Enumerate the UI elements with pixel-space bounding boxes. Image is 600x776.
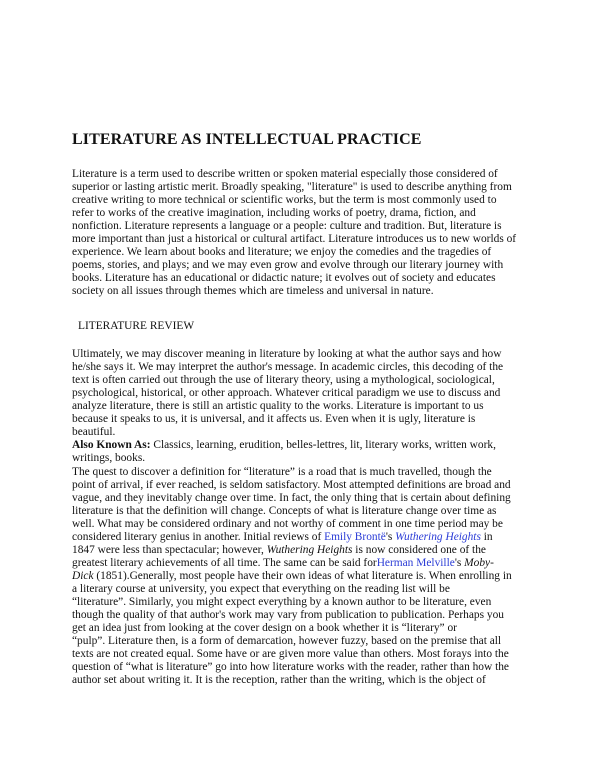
text-line: society on all issues through themes which are timeless and universal in nature. — [72, 285, 434, 297]
text-line: The quest to discover a definition for “literature” is a road that is much travelled, though the — [72, 466, 492, 478]
text-line: vague, and they inevitably change over time. In fact, the only thing that is certain about defining — [72, 492, 511, 504]
text-line — [72, 544, 486, 557]
text-span: considered literary genius in another. Initial reviews of — [72, 531, 325, 543]
text-line: more important than just a historical or cultural artifact. Literature introduces us to new worlds of — [72, 233, 517, 245]
text-line: author set about writing it. It is the reception, rather than the writing, which is the object of — [72, 674, 486, 686]
text-line: he/she says it. We may interpret the author's message. In academic circles, this decoding of the — [72, 361, 504, 373]
text-line: nonfiction. Literature represents a language or a people: culture and tradition. But, literature is — [72, 220, 502, 232]
text-line: writings, books. — [72, 452, 146, 464]
text-line — [72, 531, 493, 544]
text-line: literature is that the definition will change. Concepts of what is literature change over time as — [72, 505, 497, 517]
text-line: creative writing to more technical or scientific works, but the term is most commonly used to — [72, 194, 497, 206]
text-line: refer to works of the creative imagination, including works of poetry, drama, fiction, and — [72, 207, 476, 219]
text-line: though the quality of that author's work may vary from publication to publication. Perhaps you — [72, 609, 504, 621]
section-subheading: LITERATURE REVIEW — [78, 320, 195, 332]
text-span: 's — [454, 557, 465, 569]
text-line: Literature is a term used to describe written or spoken material especially those considered of — [72, 168, 498, 180]
text-line — [72, 557, 494, 570]
text-line: text is often carried out through the use of literary theory, using a mythological, sociological, — [72, 374, 495, 386]
text-line: “literature”. Similarly, you might expect everything by a known author to be literature, even — [72, 596, 492, 608]
text-line: psychological, historical, or other approach. Whatever critical paradigm we use to discuss and — [72, 387, 501, 399]
text-span: 1847 were less than spectacular; however, — [72, 544, 267, 556]
herman-melville-link[interactable]: Herman Melville — [376, 557, 455, 569]
text-line: “pulp”. Literature then, is a form of demarcation, however fuzzy, based on the premise that all — [72, 635, 502, 647]
page-title: LITERATURE AS INTELLECTUAL PRACTICE — [72, 131, 422, 148]
text-span: is now considered one of the — [352, 544, 486, 556]
text-line: superior or lasting artistic merit. Broadly speaking, "literature" is used to describe anything from — [72, 181, 512, 193]
text-line: books. Literature has an educational or didactic nature; it evolves out of society and educates — [72, 272, 496, 284]
text-line: experience. We learn about books and literature; we enjoy the comedies and the tragedies of — [72, 246, 492, 258]
text-line: well. What may be considered ordinary and not worthy of comment in one time period may be — [72, 518, 503, 530]
text-line: get an idea just from looking at the cover design on a book whether it is “literary” or — [72, 622, 457, 634]
text-line: poems, stories, and plays; and we may even grow and evolve through our literary journey with — [72, 259, 504, 271]
text-line: analyze literature, there is still an artistic quality to the works. Literature is important to us — [72, 400, 484, 412]
also-known-as-line — [72, 439, 496, 452]
text-span: 's — [385, 531, 396, 543]
text-line: point of arrival, if ever reached, is seldom satisfactory. Most attempted definitions are broad and — [72, 479, 511, 491]
text-line: texts are not created equal. Some have or are given more value than others. Most forays into the — [72, 648, 509, 660]
text-span: in — [480, 531, 493, 543]
wuthering-heights-link[interactable]: Wuthering Heights — [395, 531, 481, 543]
italic-title: Dick — [72, 570, 94, 582]
also-known-as-label: Also Known As: — [72, 439, 151, 451]
italic-title: Moby- — [464, 557, 494, 569]
text-line: a literary course at university, you expect that everything on the reading list will be — [72, 583, 450, 595]
emily-bronte-link[interactable]: Emily Brontë — [324, 531, 386, 543]
text-line: beautiful. — [72, 426, 116, 438]
italic-title: Wuthering Heights — [266, 544, 353, 556]
text-span: (1851).Generally, most people have their own ideas of what literature is. When enrolling in — [93, 570, 512, 582]
text-line: because it speaks to us, it is universal, and it affects us. Even when it is ugly, literature is — [72, 413, 476, 425]
text-line: Ultimately, we may discover meaning in literature by looking at what the author says and how — [72, 348, 502, 360]
text-span: greatest literary achievements of all time. The same can be said for — [72, 557, 377, 569]
also-known-as-text: Classics, learning, erudition, belles-lettres, lit, literary works, written work, — [150, 439, 496, 451]
text-line: question of “what is literature” go into how literature works with the reader, rather than how the — [72, 661, 509, 673]
text-line — [72, 570, 512, 583]
